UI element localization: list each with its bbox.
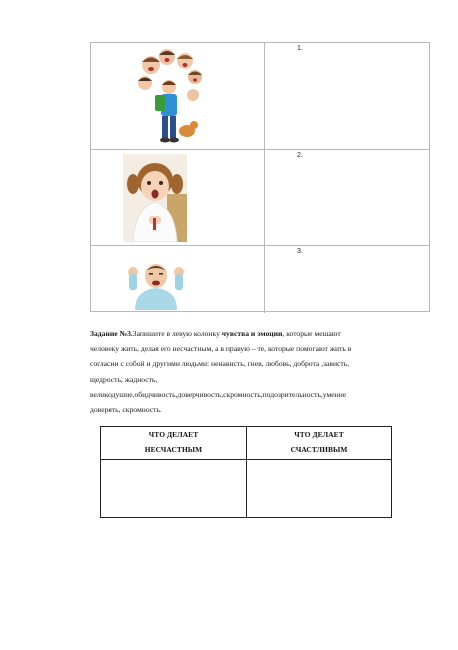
picture-cell-2 [91,150,265,245]
header-unhappy: ЧТО ДЕЛАЕТ НЕСЧАСТНЫМ [101,427,247,459]
picture-cell-3 [91,246,265,313]
answer-table [100,426,392,518]
row-number: 2. [297,152,303,159]
picture-row-2 [91,150,429,246]
task-line-5: великодушие,обидчивость,доверчивость,скромность,подозрительность,умение [90,389,347,399]
happy-answer-cell[interactable] [247,460,391,517]
task-line-4: щедрость, жадность, [90,374,158,384]
task-3-text [90,326,420,417]
answer-table-header [101,427,391,460]
answer-cell-1[interactable] [265,43,429,149]
row-number: 3. [297,248,303,255]
picture-cell-1 [91,43,265,149]
answer-cell-2[interactable] [265,150,429,245]
angry-boy-image [123,258,189,310]
task-line-1: Задание №3.Запишите в левую колонку чувства и эмоции, которые мешают [90,329,341,338]
picture-row-3 [91,246,429,313]
picture-row-1 [91,43,429,150]
answer-cell-3[interactable] [265,246,429,313]
task-line-2: человеку жить, делая его несчастным, а в правую – те, которые помогают жить в [90,344,352,354]
task-label: Задание №3. [90,329,133,338]
task-emphasis: чувства и эмоции [221,329,283,338]
surprised-girl-image [123,154,187,242]
task-line-3: согласии с собой и другими людьми: ненависть, гнев, любовь, доброта ,зависть, [90,359,350,369]
boy-with-angry-faces-image [131,47,211,147]
answer-table-body [101,460,391,517]
task-line-6: доверять, скромность. [90,405,162,415]
picture-table [90,42,430,312]
header-happy: ЧТО ДЕЛАЕТ СЧАСТЛИВЫМ [290,430,348,454]
row-number: 1. [297,45,303,52]
unhappy-answer-cell[interactable] [101,460,247,517]
